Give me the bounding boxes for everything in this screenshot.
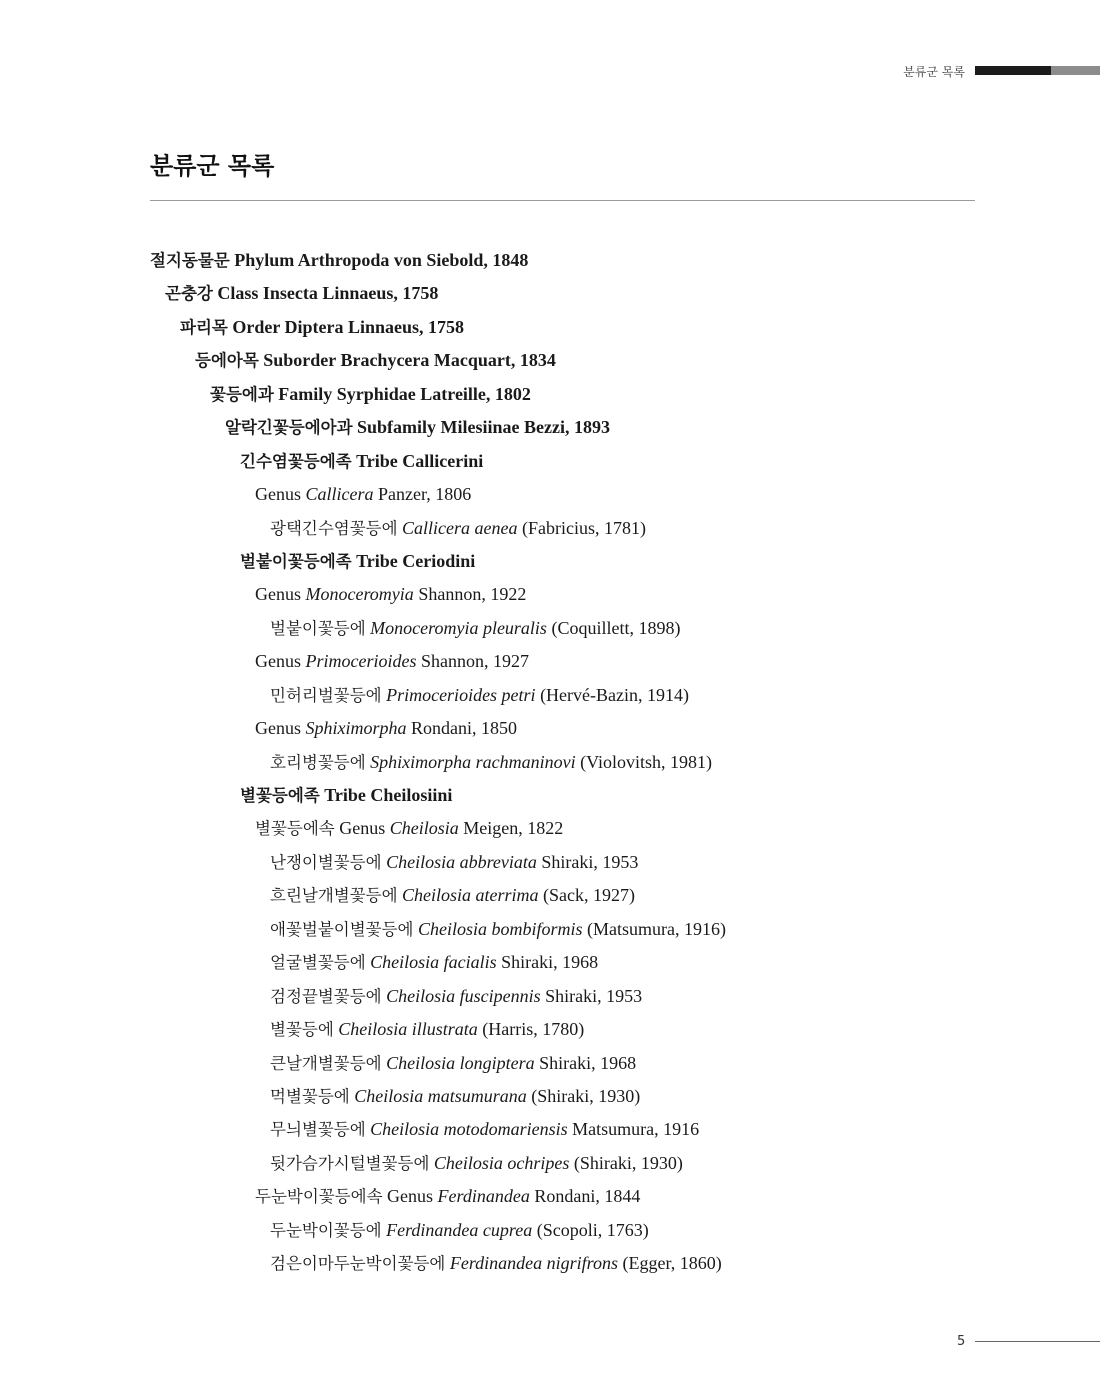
header-bar-dark	[975, 66, 1051, 75]
taxon-korean-name: 절지동물문	[150, 251, 230, 270]
taxon-korean-name: 별꽃등에족	[240, 786, 320, 805]
taxon-authority: (Matsumura, 1916)	[586, 918, 726, 939]
taxon-korean-name: 등에아목	[195, 351, 259, 371]
taxon-entry	[150, 244, 1050, 277]
taxon-entry	[150, 746, 1050, 779]
taxon-authority: (Shiraki, 1930)	[573, 1152, 683, 1173]
taxon-entry	[150, 612, 1050, 645]
page-number: 5	[957, 1334, 966, 1349]
taxon-entry	[150, 1080, 1050, 1113]
page-title: 분류군 목록	[150, 152, 275, 180]
taxon-scientific-name: Primocerioides petri	[386, 684, 536, 705]
taxon-entry	[150, 846, 1050, 879]
taxon-rank-text: Phylum Arthropoda von Siebold, 1848	[234, 250, 529, 270]
taxon-entry	[150, 645, 1050, 678]
footer-divider	[975, 1341, 1100, 1342]
taxon-scientific-name: Cheilosia	[389, 818, 459, 839]
taxon-entry	[150, 1147, 1050, 1180]
taxon-list	[150, 244, 1050, 1281]
header-decoration-bar	[975, 66, 1100, 75]
taxon-scientific-name: Primocerioides	[305, 651, 417, 672]
taxon-authority: (Harris, 1780)	[482, 1019, 585, 1040]
taxon-authority: Shiraki, 1953	[545, 985, 643, 1006]
taxon-rank-text: Genus	[387, 1186, 434, 1207]
taxon-authority: Shannon, 1922	[418, 584, 527, 605]
taxon-rank-text: Tribe Cheilosiini	[324, 785, 453, 805]
taxon-entry	[150, 913, 1050, 946]
taxon-korean-name: 흐린날개별꽃등에	[270, 886, 398, 906]
taxon-korean-name: 두눈박이꽃등에속	[255, 1187, 383, 1207]
taxon-entry	[150, 344, 1050, 377]
taxon-scientific-name: Sphiximorpha	[305, 718, 407, 739]
taxon-korean-name: 꽃등에과	[210, 384, 274, 404]
taxon-authority: (Scopoli, 1763)	[536, 1219, 649, 1240]
taxon-entry	[150, 980, 1050, 1013]
taxon-entry	[150, 445, 1050, 478]
taxon-entry	[150, 378, 1050, 411]
taxon-korean-name: 큰날개별꽃등에	[270, 1053, 382, 1073]
taxon-scientific-name: Cheilosia facialis	[370, 952, 497, 973]
taxon-entry	[150, 545, 1050, 578]
taxon-entry	[150, 712, 1050, 745]
taxon-korean-name: 호리병꽃등에	[270, 752, 366, 772]
taxon-authority: Shiraki, 1953	[541, 851, 639, 872]
taxon-authority: (Shiraki, 1930)	[531, 1085, 641, 1106]
taxon-authority: Shiraki, 1968	[539, 1052, 637, 1073]
taxon-rank-text: Tribe Ceriodini	[356, 550, 476, 571]
taxon-korean-name: 긴수염꽃등에족	[240, 451, 352, 471]
taxon-scientific-name: Monoceromyia	[305, 584, 414, 605]
taxon-scientific-name: Monoceromyia pleuralis	[370, 617, 547, 638]
taxon-korean-name: 난쟁이별꽃등에	[270, 852, 382, 872]
taxon-korean-name: 광택긴수염꽃등에	[270, 518, 398, 538]
taxon-korean-name: 별꽃등에	[270, 1020, 334, 1040]
taxon-korean-name: 얼굴별꽃등에	[270, 953, 366, 973]
taxon-entry	[150, 1047, 1050, 1080]
taxon-entry	[150, 1214, 1050, 1247]
taxon-scientific-name: Ferdinandea cuprea	[386, 1219, 533, 1240]
taxon-rank-text: Suborder Brachycera Macquart, 1834	[263, 350, 556, 371]
taxon-korean-name: 뒷가슴가시털별꽃등에	[270, 1153, 430, 1173]
taxon-korean-name: 검은이마두눈박이꽃등에	[270, 1254, 446, 1274]
taxon-rank-text: Tribe Callicerini	[356, 450, 484, 471]
taxon-korean-name: 곤충강	[165, 284, 213, 304]
taxon-scientific-name: Cheilosia matsumurana	[354, 1085, 527, 1106]
taxon-entry	[150, 578, 1050, 611]
taxon-entry	[150, 812, 1050, 845]
taxon-korean-name: 별꽃등에속	[255, 819, 335, 839]
taxon-authority: (Violovitsh, 1981)	[580, 751, 713, 772]
taxon-rank-text: Genus	[255, 584, 301, 605]
taxon-entry	[150, 1013, 1050, 1046]
taxon-scientific-name: Callicera	[305, 484, 374, 505]
taxon-korean-name: 무늬별꽃등에	[270, 1120, 366, 1140]
taxon-korean-name: 벌붙이꽃등에족	[240, 551, 352, 571]
taxon-rank-text: Genus	[255, 651, 301, 672]
taxon-rank-text: Family Syrphidae Latreille, 1802	[278, 383, 531, 404]
taxon-entry	[150, 1180, 1050, 1213]
taxon-entry	[150, 411, 1050, 444]
taxon-authority: (Coquillett, 1898)	[551, 617, 681, 638]
taxon-rank-text: Genus	[255, 484, 301, 505]
taxon-scientific-name: Ferdinandea	[437, 1186, 530, 1207]
taxon-entry	[150, 277, 1050, 310]
taxon-entry	[150, 679, 1050, 712]
taxon-rank-text: Order Diptera Linnaeus, 1758	[232, 316, 464, 337]
taxon-korean-name: 애꽃벌붙이별꽃등에	[270, 919, 414, 939]
taxon-korean-name: 먹별꽃등에	[270, 1086, 350, 1106]
taxon-rank-text: Genus	[339, 818, 386, 839]
taxon-scientific-name: Cheilosia illustrata	[338, 1019, 478, 1040]
taxon-scientific-name: Sphiximorpha rachmaninovi	[370, 751, 576, 772]
header-bar-light	[1051, 66, 1100, 75]
taxon-entry	[150, 1247, 1050, 1280]
taxon-korean-name: 벌붙이꽃등에	[270, 618, 366, 638]
taxon-entry	[150, 478, 1050, 511]
taxon-scientific-name: Cheilosia motodomariensis	[370, 1119, 568, 1140]
taxon-scientific-name: Cheilosia aterrima	[402, 885, 539, 906]
taxon-rank-text: Class Insecta Linnaeus, 1758	[217, 283, 439, 304]
taxon-rank-text: Genus	[255, 718, 301, 739]
taxon-authority: Rondani, 1844	[534, 1186, 641, 1207]
taxon-korean-name: 검정끝별꽃등에	[270, 986, 382, 1006]
taxon-authority: Rondani, 1850	[411, 718, 517, 739]
taxon-scientific-name: Ferdinandea nigrifrons	[449, 1253, 619, 1274]
taxon-authority: (Fabricius, 1781)	[522, 517, 646, 538]
taxon-authority: Shiraki, 1968	[501, 952, 599, 973]
taxon-scientific-name: Cheilosia longiptera	[386, 1052, 535, 1073]
taxon-korean-name: 민허리벌꽃등에	[270, 685, 382, 705]
taxon-entry	[150, 1113, 1050, 1146]
taxon-scientific-name: Cheilosia abbreviata	[386, 851, 537, 872]
taxon-entry	[150, 879, 1050, 912]
taxon-scientific-name: Cheilosia ochripes	[433, 1152, 570, 1173]
taxon-authority: (Hervé-Bazin, 1914)	[540, 684, 690, 705]
title-divider	[150, 200, 975, 201]
taxon-entry	[150, 946, 1050, 979]
taxon-authority: Matsumura, 1916	[572, 1119, 700, 1140]
taxon-korean-name: 파리목	[180, 317, 228, 337]
taxon-authority: (Sack, 1927)	[543, 885, 636, 906]
taxon-scientific-name: Cheilosia fuscipennis	[386, 985, 541, 1006]
taxon-rank-text: Subfamily Milesiinae Bezzi, 1893	[357, 417, 610, 438]
taxon-entry	[150, 311, 1050, 344]
taxon-authority: (Egger, 1860)	[622, 1253, 722, 1274]
taxon-entry	[150, 779, 1050, 812]
taxon-korean-name: 알락긴꽃등에아과	[225, 418, 353, 438]
taxon-scientific-name: Callicera aenea	[402, 517, 518, 538]
taxon-authority: Panzer, 1806	[378, 484, 472, 505]
taxon-entry	[150, 512, 1050, 545]
taxon-scientific-name: Cheilosia bombiformis	[417, 918, 583, 939]
taxon-authority: Shannon, 1927	[420, 651, 529, 672]
taxon-korean-name: 두눈박이꽃등에	[270, 1220, 382, 1240]
running-header-label: 분류군 목록	[903, 65, 965, 79]
taxon-authority: Meigen, 1822	[463, 818, 564, 839]
